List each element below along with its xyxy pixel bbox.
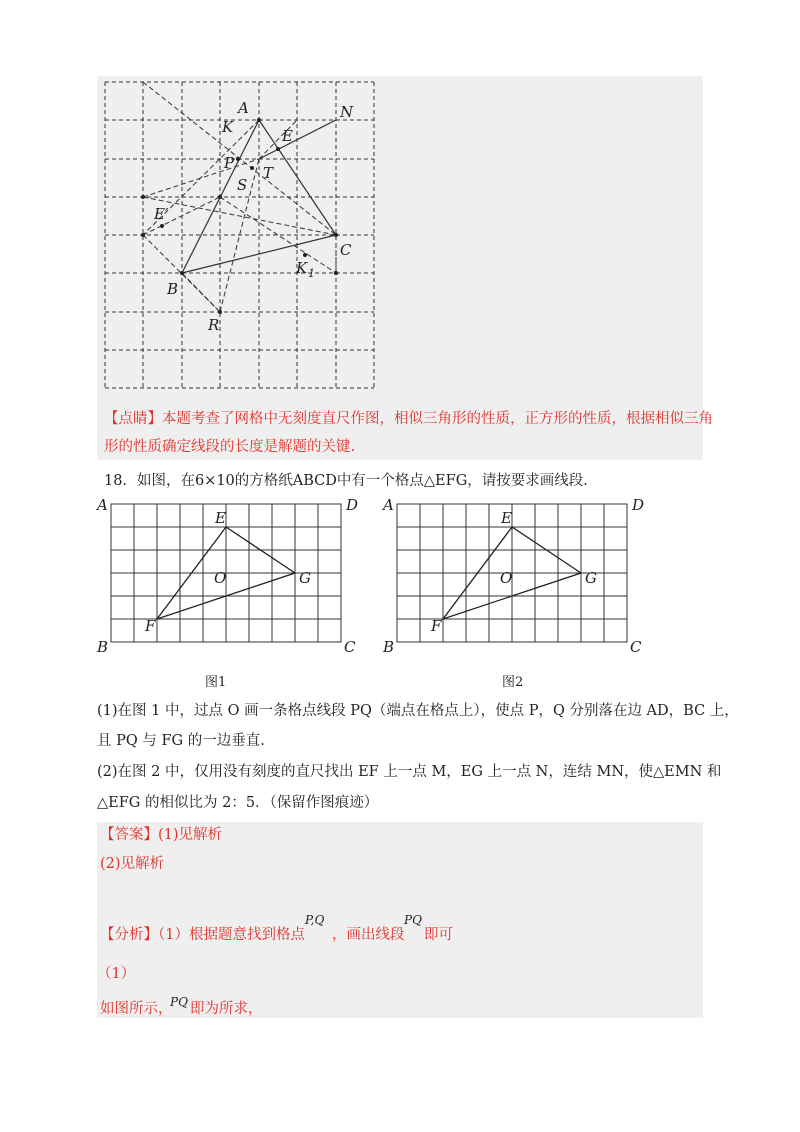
answer-block [97, 822, 703, 1018]
analysis-text-c: 即可 [424, 927, 453, 943]
label-E-prime: E′ [154, 205, 169, 223]
problem-stem-text: 如图，在6×10的方格纸ABCD中有一个格点△EFG，请按要求画线段. [136, 473, 588, 489]
label-N: N [340, 103, 354, 121]
answer-line1 [100, 828, 222, 843]
fig1-label-O: O [214, 569, 227, 587]
problem-number: 18． [104, 473, 137, 489]
answer-line2: (2)见解析 [100, 856, 165, 872]
analysis-math-PQ-points: P,Q [305, 913, 325, 927]
analysis-tag: 【分析】 [100, 927, 158, 943]
label-A: A [238, 99, 249, 117]
fig1-label-G: G [299, 569, 311, 587]
dianjing-tag: 【点睛】 [104, 411, 162, 427]
label-P: P [224, 154, 235, 172]
question-2-line1: (2)在图 2 中，仅用没有刻度的直尺找出 EF 上一点 M，EG 上一点 N，连结 MN，使△EMN 和 [97, 764, 722, 780]
fig2-corner-B: B [383, 638, 395, 656]
question-1-line1: (1)在图 1 中，过点 O 画一条格点线段 PQ（端点在格点上），使点 P，Q 分别落在边 AD，BC 上， [97, 703, 739, 719]
label-K1: K [296, 259, 308, 277]
answer-text-1: (1)见解析 [158, 827, 223, 843]
answer-tag: 【答案】 [100, 827, 158, 843]
label-T: T [263, 164, 274, 182]
fig1-label-E: E [215, 509, 226, 527]
label-E: E [282, 127, 293, 145]
question-1-line2: 且 PQ 与 FG 的一边垂直. [97, 733, 265, 749]
label-C: C [340, 241, 352, 259]
caption-figure-2: 图2 [502, 675, 524, 690]
conclusion-math-PQ: PQ [170, 995, 188, 1009]
conclusion-b: 即为所求， [190, 1001, 263, 1017]
label-R: R [208, 316, 220, 334]
fig2-corner-A: A [383, 496, 394, 514]
analysis-text-a: （1）根据题意找到格点 [158, 927, 305, 943]
label-B: B [167, 280, 179, 298]
analysis-line [100, 928, 305, 943]
fig1-corner-B: B [97, 638, 109, 656]
fig2-corner-D: D [632, 496, 645, 514]
fig1-corner-A: A [97, 496, 108, 514]
fig2-label-E: E [501, 509, 512, 527]
label-K: K [222, 118, 234, 136]
conclusion-a: 如图所示， [100, 1001, 173, 1017]
question-2-line2: △EFG 的相似比为 2：5．（保留作图痕迹） [97, 795, 379, 811]
label-K1-subscript: 1 [308, 267, 315, 280]
fig1-corner-D: D [346, 496, 359, 514]
label-S: S [237, 176, 248, 194]
dianjing-text-line1: 本题考查了网格中无刻度直尺作图，相似三角形的性质，正方形的性质，根据相似三角 [162, 411, 713, 427]
analysis-sub1: （1） [97, 966, 136, 982]
fig2-label-F: F [431, 617, 442, 635]
fig2-label-O: O [500, 569, 513, 587]
fig2-label-G: G [585, 569, 597, 587]
dianjing-line2: 形的性质确定线段的长度是解题的关键. [104, 439, 356, 455]
fig1-label-F: F [145, 617, 156, 635]
analysis-text-b: ，画出线段 [332, 927, 405, 943]
analysis-math-PQ-segment: PQ [404, 913, 422, 927]
fig1-corner-C: C [344, 638, 356, 656]
fig2-corner-C: C [630, 638, 642, 656]
caption-figure-1: 图1 [205, 675, 227, 690]
